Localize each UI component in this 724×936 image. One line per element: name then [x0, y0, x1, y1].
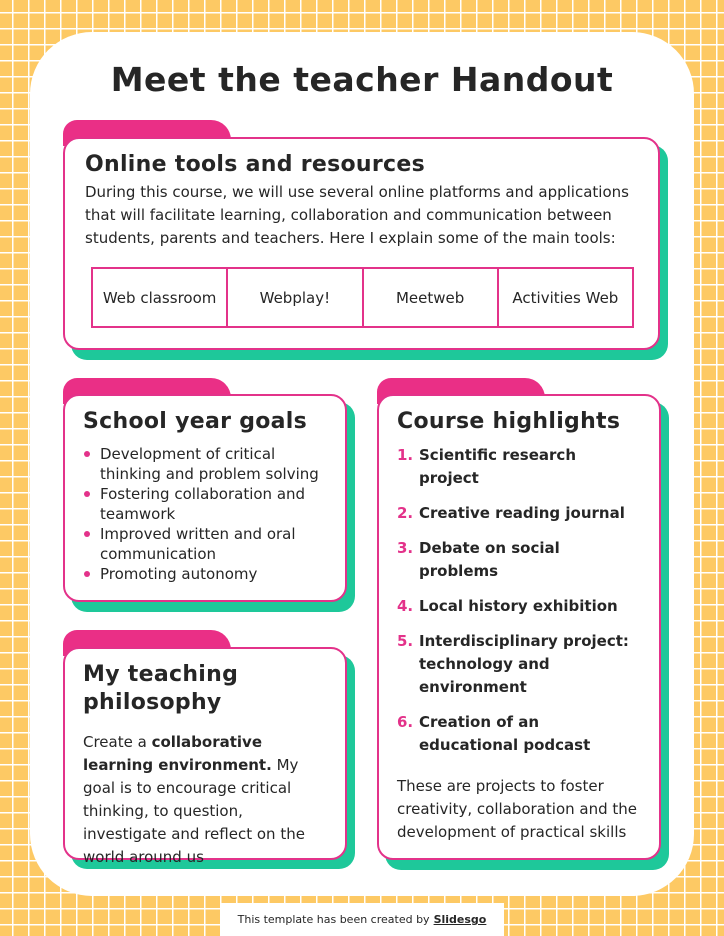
item-number: 1. [397, 446, 414, 464]
philosophy-heading: My teaching philosophy [83, 662, 239, 715]
highlight-item [397, 537, 641, 583]
tool-cell: Activities Web [512, 288, 619, 307]
highlight-item [397, 595, 641, 618]
goal-item: Improved written and oral communication [83, 524, 327, 564]
item-text: Creation of an educational podcast [419, 713, 591, 754]
online-tools-card [63, 137, 660, 350]
item-number: 3. [397, 539, 414, 557]
item-text: Local history exhibition [419, 597, 618, 615]
item-number: 5. [397, 632, 414, 650]
goals-list [83, 444, 327, 584]
philosophy-text-pre: Create a [83, 733, 152, 751]
highlight-item [397, 444, 641, 490]
credit-text: This template has been created by [237, 913, 430, 926]
goals-heading: School year goals [83, 409, 308, 434]
highlights-list [397, 444, 641, 757]
tool-cell: Meetweb [364, 269, 499, 326]
item-text: Debate on social problems [419, 539, 560, 580]
tools-table [91, 267, 634, 328]
philosophy-card [63, 647, 347, 866]
goal-item: Development of critical thinking and problem solving [83, 444, 327, 484]
page-title: Meet the teacher Handout [110, 60, 614, 99]
slidesgo-link[interactable]: Slidesgo [433, 913, 487, 926]
tool-cell: Webplay! [228, 269, 363, 326]
item-number: 4. [397, 597, 414, 615]
goal-item: Promoting autonomy [83, 564, 327, 584]
online-tools-text: During this course, we will use several online platforms and applications that will facilitate learning, collaboration and communication between students, parents and teachers. Here I explain some of the main tools: [85, 183, 629, 247]
tool-cell: Web classroom [93, 269, 228, 326]
highlights-footer: These are projects to foster creativity, collaboration and the development of practical skills [397, 777, 638, 841]
philosophy-text-bold: collaborative learning environment. [83, 733, 272, 774]
highlight-item [397, 502, 641, 525]
goals-card [63, 394, 347, 602]
item-number: 6. [397, 713, 414, 731]
online-tools-heading: Online tools and resources [85, 152, 425, 177]
item-text: Scientific research project [419, 446, 576, 487]
item-number: 2. [397, 504, 414, 522]
goal-item: Fostering collaboration and teamwork [83, 484, 327, 524]
highlight-item [397, 630, 641, 699]
highlights-card [377, 394, 661, 860]
item-text: Interdisciplinary project: technology and environment [419, 632, 629, 696]
credit-footer [220, 903, 504, 936]
item-text: Creative reading journal [419, 504, 625, 522]
highlights-heading: Course highlights [397, 409, 621, 434]
highlight-item [397, 711, 641, 757]
philosophy-text-post: My goal is to encourage critical thinking, to question, investigate and reflect on the world around us [83, 756, 305, 866]
